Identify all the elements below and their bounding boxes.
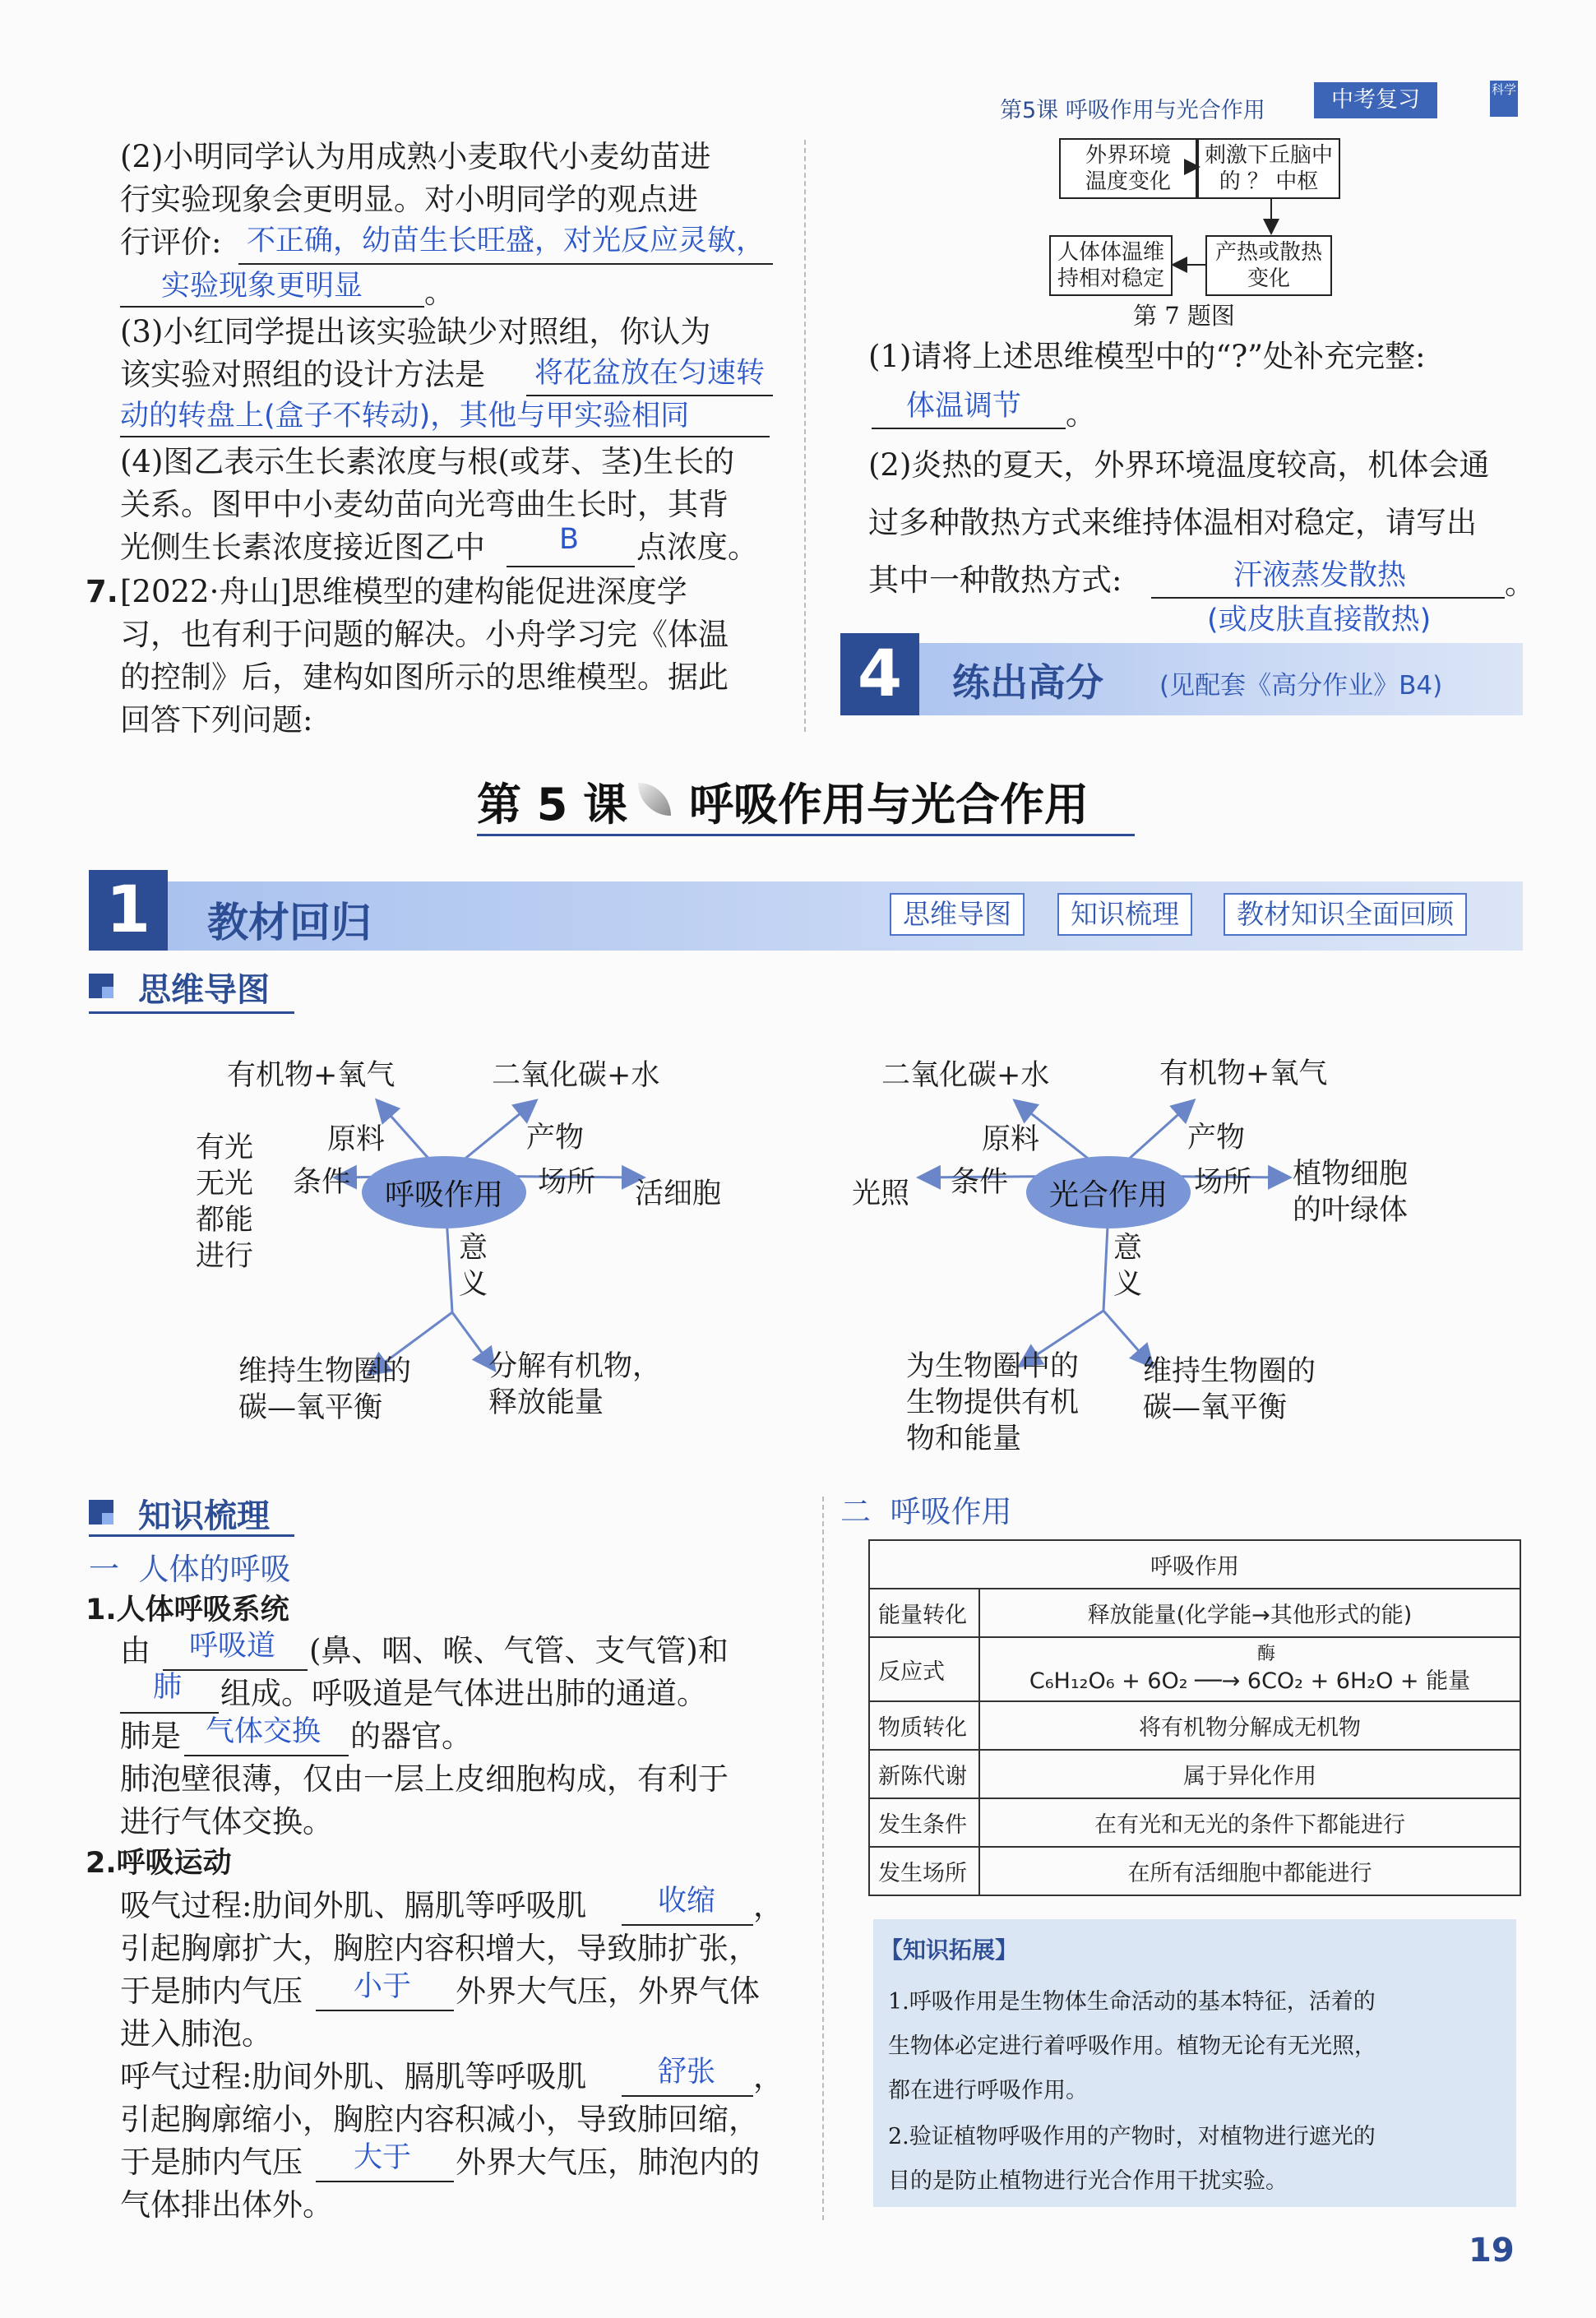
q2-line2: 行实验现象会更明显。对小明同学的观点进 [120, 182, 698, 217]
mindmap-photo-meaning-2: 维持生物圈的 碳—氧平衡 [1143, 1355, 1316, 1424]
knowledge-extension-line: 目的是防止植物进行光合作用干扰实验。 [888, 2168, 1288, 2194]
q3-line1: (3)小红同学提出该实验缺少对照组，你认为 [120, 314, 711, 349]
part1-l1a: 由 [120, 1633, 150, 1668]
q7-line3: 的控制》后，建构如图所示的思维模型。据此 [120, 659, 729, 695]
mindmap-photo-product-label: 产物 [1187, 1122, 1246, 1154]
diagram7-box-stable: 人体体温维 持相对稳定 [1049, 235, 1173, 296]
q4-line1: (4)图乙表示生长素浓度与根(或芽、茎)生长的 [120, 444, 735, 479]
r-q1-period: 。 [1066, 396, 1096, 432]
mindmap-photo-place: 植物细胞 的叶绿体 [1293, 1158, 1409, 1227]
section1-number: 1 [89, 870, 168, 951]
q2-answer-underline-2 [120, 306, 424, 308]
part1-l8b: 外界大气压，外界气体 [456, 1973, 760, 2009]
tag-knowledge: 知识梳理 [1057, 893, 1192, 936]
lesson-title-name: 呼吸作用与光合作用 [689, 779, 1089, 831]
knowledge-extension-line: 2.验证植物呼吸作用的产物时，对植物进行遮光的 [888, 2124, 1376, 2149]
mindmap-resp-center: 呼吸作用 [362, 1156, 526, 1228]
knowledge-heading-icon [89, 1500, 113, 1525]
table-value: 在所有活细胞中都能进行 [979, 1847, 1520, 1895]
part1-l6a: 吸气过程:肋间外肌、膈肌等呼吸肌 [120, 1888, 587, 1923]
header-lesson: 第5课 呼吸作用与光合作用 [1000, 98, 1265, 123]
mindmap-resp-meaning-label: 意 义 [459, 1232, 488, 1301]
knowledge-extension-line: 都在进行呼吸作用。 [888, 2078, 1088, 2103]
table-key: 发生条件 [869, 1798, 979, 1847]
q3-answer-2: 动的转盘上(盒子不转动)，其他与甲实验相同 [120, 400, 690, 433]
mindmap-photo-condition: 光照 [852, 1178, 910, 1210]
part1-l1b: (鼻、咽、喉、气管、支气管)和 [309, 1633, 729, 1668]
lesson-title-number: 第 5 课 [477, 779, 628, 831]
r-q2-line2: 过多种散热方式来维持体温相对稳定，请写出 [868, 505, 1477, 540]
section4-number: 4 [840, 633, 919, 715]
table-title: 呼吸作用 [869, 1540, 1520, 1589]
r-q2-period: 。 [1505, 566, 1535, 601]
mindmap-heading: 思维导图 [138, 971, 270, 1009]
knowledge-heading-underline [89, 1534, 294, 1537]
mindmap-resp-meaning-2: 分解有机物， 释放能量 [488, 1350, 662, 1419]
part1-a7-underline [316, 2181, 454, 2182]
r-q2-answer-1: 汗液蒸发散热 [1233, 559, 1407, 592]
part1-l3a: 肺是 [120, 1719, 181, 1754]
part1-a3: 气体交换 [206, 1715, 322, 1748]
q7-line1: [2022·舟山]思维模型的建构能促进深度学 [120, 574, 687, 609]
q2-period: 。 [424, 275, 455, 310]
r-q1-line: (1)请将上述思维模型中的“?”处补充完整: [868, 339, 1426, 374]
mindmap-heading-icon [89, 974, 113, 998]
r-q1-answer-underline [872, 428, 1066, 429]
q2-answer-2: 实验现象更明显 [161, 270, 363, 303]
r-q2-line3: 其中一种散热方式: [868, 562, 1122, 598]
mindmap-resp-meaning-1: 维持生物圈的 碳—氧平衡 [238, 1355, 412, 1424]
q2-line1: (2)小明同学认为用成熟小麦取代小麦幼苗进 [120, 139, 711, 174]
mindmap-photo-center: 光合作用 [1026, 1156, 1191, 1228]
table-row [869, 1589, 1520, 1637]
part1-l10a: 呼气过程:肋间外肌、膈肌等呼吸肌 [120, 2059, 587, 2094]
q7-number: 7. [86, 574, 118, 609]
part1-l12b: 外界大气压，肺泡内的 [456, 2144, 760, 2180]
diagram7-box-hypothalamus: 刺激下丘脑中 的 ？ 中枢 [1197, 138, 1340, 199]
table-value-equation [979, 1637, 1520, 1701]
table-row [869, 1750, 1520, 1798]
mindmap-resp-place-label: 场所 [538, 1166, 596, 1199]
mindmap-photo-cond-label: 条件 [951, 1166, 1009, 1199]
table-value: 释放能量(化学能→其他形式的能) [979, 1589, 1520, 1637]
table-row [869, 1701, 1520, 1750]
part1-a1-underline [163, 1669, 308, 1671]
part1-a2: 肺 [153, 1671, 183, 1704]
column-divider [804, 140, 806, 732]
mindmap-resp-place: 活细胞 [635, 1178, 722, 1210]
table-value: 属于异化作用 [979, 1750, 1520, 1798]
mindmap-resp-products: 二氧化碳+水 [492, 1059, 660, 1092]
knowledge-heading: 知识梳理 [138, 1497, 270, 1535]
part1-l3b: 的器官。 [350, 1719, 472, 1754]
table-key: 物质转化 [869, 1701, 979, 1750]
table-row [869, 1637, 1520, 1701]
part1-a2-underline [120, 1712, 219, 1714]
section4-title: 练出高分 [952, 660, 1103, 705]
diagram7-box-env: 外界环境 温度变化 [1059, 138, 1197, 199]
tag-review: 教材知识全面回顾 [1224, 893, 1467, 936]
q3-answer-1: 将花盆放在匀速转 [534, 357, 766, 390]
reaction-equation: C₆H₁₂O₆ + 6O₂ ──→ 6CO₂ + 6H₂O + 能量 [1029, 1668, 1471, 1694]
q4-answer-underline [507, 566, 635, 567]
q2-line3: 行评价: [120, 224, 222, 260]
part1-l2b: 组成。呼吸道是气体进出肺的通道。 [220, 1676, 707, 1711]
mindmap-resp-raw-label: 原料 [327, 1123, 386, 1156]
part1-a7: 大于 [354, 2141, 412, 2174]
part1-a4: 收缩 [658, 1885, 716, 1918]
mindmap-resp-cond-label: 条件 [293, 1166, 351, 1199]
mindmap-photo-products: 有机物+氧气 [1159, 1057, 1328, 1090]
table-key: 能量转化 [869, 1589, 979, 1637]
r-q1-answer: 体温调节 [906, 390, 1022, 423]
diagram7-caption: 第 7 题图 [1133, 302, 1235, 330]
mindmap-photo-raw-label: 原料 [982, 1123, 1040, 1156]
part1-comma-1: ， [753, 1888, 784, 1923]
part1-s2: 2.呼吸运动 [86, 1847, 232, 1880]
part1-l5: 进行气体交换。 [120, 1804, 333, 1839]
q4-line2: 关系。图甲中小麦幼苗向光弯曲生长时，其背 [120, 487, 729, 522]
r-q2-line1: (2)炎热的夏天，外界环境温度较高，机体会通 [868, 447, 1490, 483]
part1-a6: 舒张 [658, 2056, 716, 2089]
table-value: 在有光和无光的条件下都能进行 [979, 1798, 1520, 1847]
enzyme-label: 酶 [1256, 1644, 1275, 1664]
knowledge-extension-line: 生物体必定进行着呼吸作用。植物无论有无光照， [888, 2033, 1376, 2059]
tag-mindmap: 思维导图 [890, 893, 1025, 936]
part1-a5: 小于 [354, 1970, 412, 2003]
diagram7-arrows [1044, 132, 1357, 304]
part1-a1: 呼吸道 [189, 1630, 276, 1663]
part2-title: 二 呼吸作用 [840, 1494, 1012, 1529]
respiration-table [868, 1539, 1521, 1896]
knowledge-extension-line: 1.呼吸作用是生物体生命活动的基本特征，活着的 [888, 1989, 1376, 2015]
part1-s1: 1.人体呼吸系统 [86, 1594, 289, 1626]
q3-line2: 该实验对照组的设计方法是 [120, 357, 485, 392]
q4-line3a: 光侧生长素浓度接近图乙中 [120, 530, 485, 565]
part1-a4-underline [622, 1924, 753, 1926]
table-key: 反应式 [869, 1637, 979, 1701]
part1-l9: 进入肺泡。 [120, 2016, 272, 2052]
part1-l7: 引起胸廓扩大，胸腔内容积增大，导致肺扩张， [120, 1931, 759, 1966]
mindmap-photo-reactants: 二氧化碳+水 [881, 1059, 1050, 1092]
table-row [869, 1847, 1520, 1895]
q4-answer: B [559, 523, 580, 556]
mindmap-photo-place-label: 场所 [1194, 1166, 1252, 1199]
part1-l11: 引起胸廓缩小，胸腔内容积减小，导致肺回缩， [120, 2102, 759, 2137]
part1-l12a: 于是肺内气压 [120, 2144, 303, 2180]
lesson-title-underline [477, 834, 1135, 836]
column-divider-lower [822, 1497, 824, 2220]
page-number: 19 [1469, 2232, 1515, 2269]
mindmap-photo-meaning-label: 意 义 [1113, 1232, 1143, 1301]
section1-title: 教材回归 [207, 899, 372, 946]
part1-a6-underline [622, 2095, 753, 2097]
mindmap-resp-condition: 有光 无光 都能 进行 [196, 1131, 254, 1273]
header-badge: 中考复习 [1314, 82, 1437, 118]
knowledge-extension-title: 【知识拓展】 [880, 1936, 1019, 1964]
diagram7-box-heat: 产热或散热 变化 [1205, 235, 1332, 296]
q7-line2: 习，也有利于问题的解决。小舟学习完《体温 [120, 617, 729, 652]
table-value: 将有机物分解成无机物 [979, 1701, 1520, 1750]
table-row [869, 1798, 1520, 1847]
q4-line3b: 点浓度。 [636, 530, 758, 565]
section4-subtitle: (见配套《高分作业》B4) [1159, 671, 1443, 701]
part1-l8a: 于是肺内气压 [120, 1973, 303, 2009]
part1-title: 一 人体的呼吸 [89, 1552, 291, 1587]
table-key: 发生场所 [869, 1847, 979, 1895]
q2-answer-1: 不正确，幼苗生长旺盛，对光反应灵敏， [247, 224, 766, 257]
part1-comma-2: ， [753, 2059, 784, 2094]
subject-badge: 科学 [1490, 81, 1518, 117]
q7-line4: 回答下列问题: [120, 702, 313, 738]
mindmap-resp-reactants: 有机物+氧气 [227, 1059, 396, 1092]
mindmap-heading-underline [89, 1011, 294, 1014]
mindmap-photo-meaning-1: 为生物圈中的 生物提供有机 物和能量 [906, 1350, 1080, 1455]
leaf-icon [638, 783, 671, 816]
q3-answer-underline-2 [120, 436, 770, 437]
part1-l13: 气体排出体外。 [120, 2187, 333, 2223]
part1-a5-underline [316, 2010, 454, 2011]
table-key: 新陈代谢 [869, 1750, 979, 1798]
mindmap-resp-product-label: 产物 [526, 1122, 585, 1154]
part1-a3-underline [184, 1755, 349, 1756]
part1-l4: 肺泡壁很薄，仅由一层上皮细胞构成，有利于 [120, 1761, 729, 1797]
r-q2-answer-2: (或皮肤直接散热) [1207, 604, 1432, 636]
